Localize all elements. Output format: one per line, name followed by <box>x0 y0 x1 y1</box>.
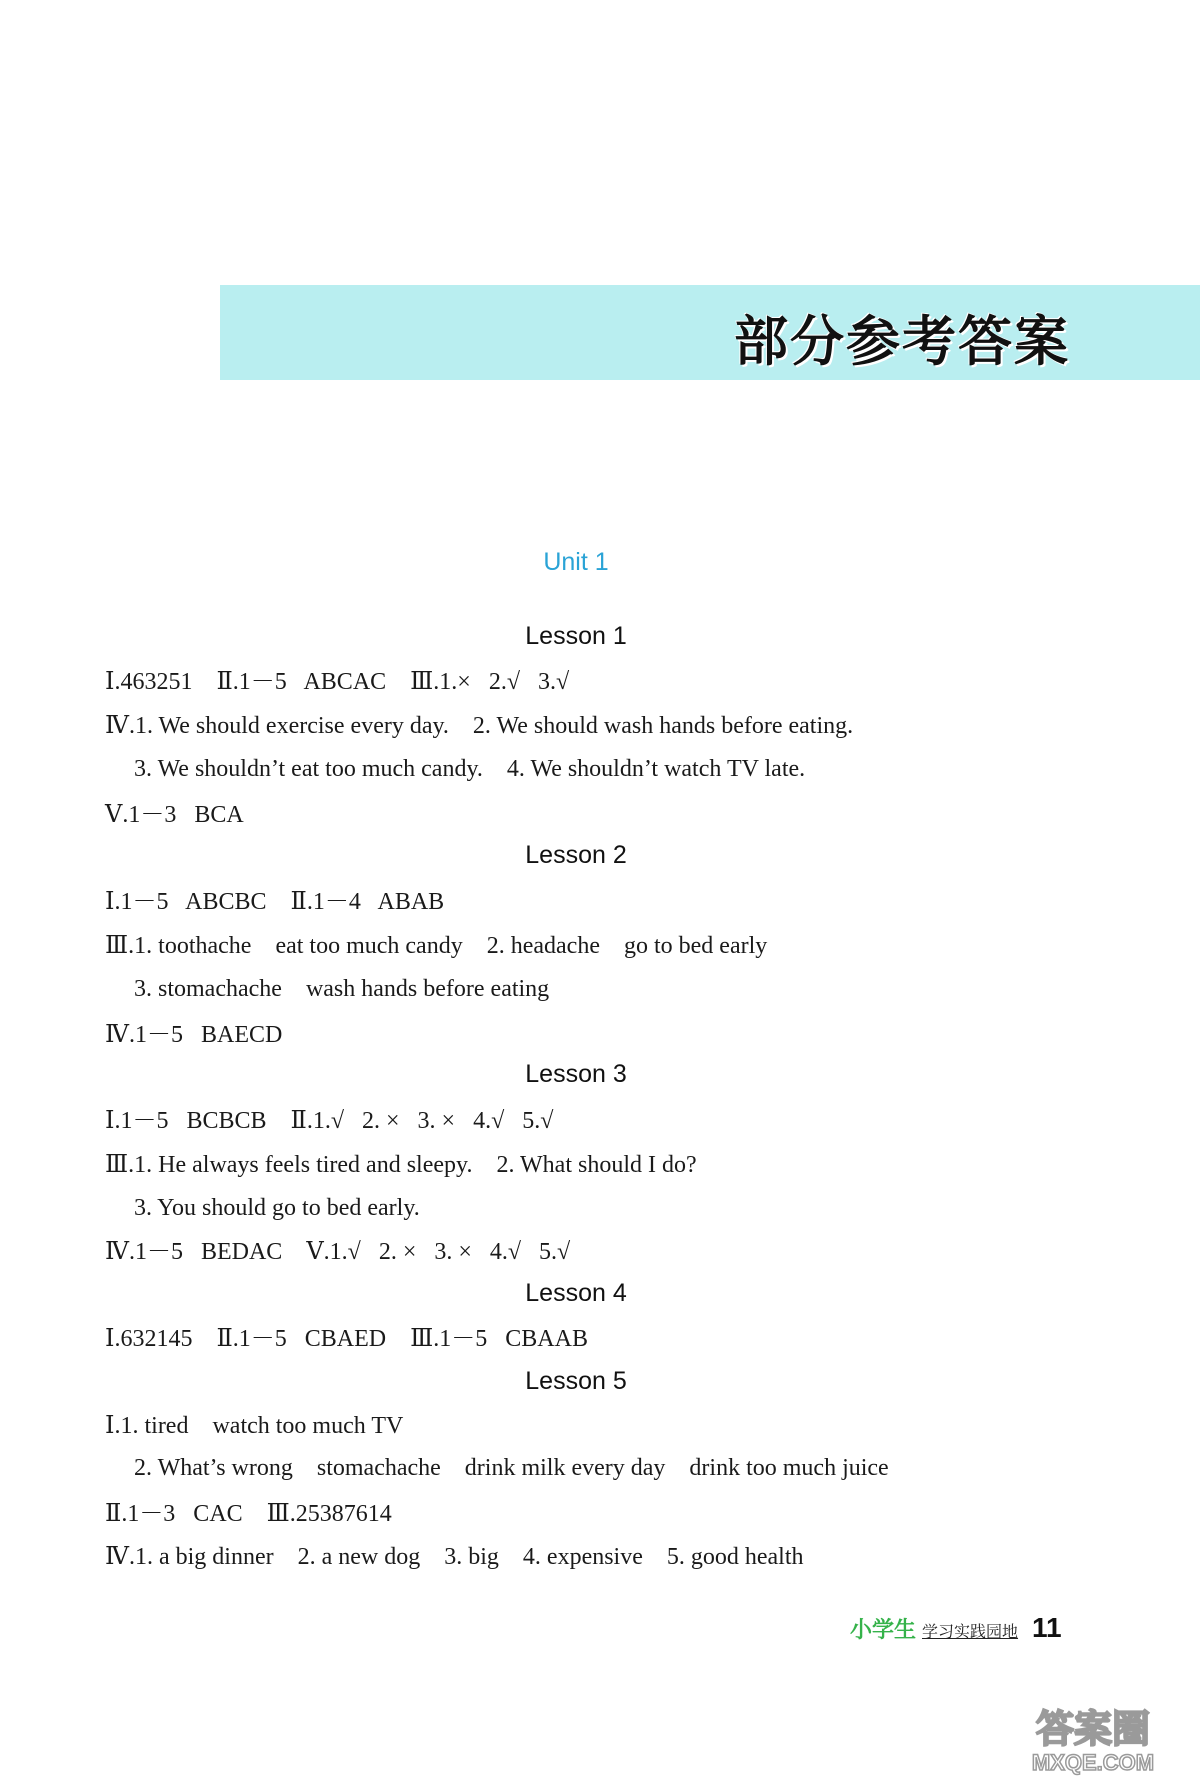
answer-line: Ⅰ.632145 Ⅱ.1－5 CBAED Ⅲ.1－5 CBAAB <box>105 1326 588 1352</box>
page-title: 部分参考答案 <box>734 310 1070 373</box>
answer-line: Ⅳ.1. We should exercise every day. 2. We should wash hands before eating. <box>105 713 854 739</box>
lesson-heading: Lesson 3 <box>525 1060 627 1088</box>
lesson-heading: Lesson 5 <box>525 1367 627 1395</box>
answer-line: Ⅲ.1. He always feels tired and sleepy. 2. What should I do? <box>105 1152 697 1178</box>
title-banner <box>220 285 1200 380</box>
lesson-heading: Lesson 4 <box>525 1279 627 1307</box>
answer-line: Ⅰ.1－5 ABCBC Ⅱ.1－4 ABAB <box>105 889 445 915</box>
answer-line: Ⅴ.1－3 BCA <box>105 802 244 828</box>
answer-line: 3. We shouldn’t eat too much candy. 4. We shouldn’t watch TV late. <box>134 756 806 782</box>
answer-line: Ⅰ.1. tired watch too much TV <box>105 1413 404 1439</box>
answer-line: Ⅳ.1－5 BAECD <box>105 1022 283 1048</box>
answer-line: Ⅲ.1. toothache eat too much candy 2. headache go to bed early <box>105 933 768 959</box>
page-footer <box>850 1612 1062 1652</box>
lesson-heading: Lesson 2 <box>525 841 627 869</box>
lesson-heading: Lesson 1 <box>525 622 627 650</box>
answer-line: 2. What’s wrong stomachache drink milk every day drink too much juice <box>134 1455 889 1481</box>
answer-line: Ⅰ.1－5 BCBCB Ⅱ.1.√ 2. × 3. × 4.√ 5.√ <box>105 1108 554 1134</box>
page-number: 11 <box>1032 1612 1062 1643</box>
answer-line: 3. You should go to bed early. <box>134 1195 420 1221</box>
watermark-logo <box>1008 1700 1178 1776</box>
watermark-text: 答案圈 <box>1035 1707 1151 1751</box>
answer-line: Ⅳ.1－5 BEDAC Ⅴ.1.√ 2. × 3. × 4.√ 5.√ <box>105 1239 571 1265</box>
answer-line: Ⅰ.463251 Ⅱ.1－5 ABCAC Ⅲ.1.× 2.√ 3.√ <box>105 669 570 695</box>
footer-subtitle: 学习实践园地 <box>922 1622 1019 1641</box>
unit-heading: Unit 1 <box>543 548 609 576</box>
footer-brand: 小学生 <box>850 1618 917 1643</box>
answer-line: 3. stomachache wash hands before eating <box>134 976 550 1002</box>
watermark-url: MXQE.COM <box>1031 1750 1155 1775</box>
answer-line: Ⅱ.1－3 CAC Ⅲ.25387614 <box>105 1501 392 1527</box>
answer-line: Ⅳ.1. a big dinner 2. a new dog 3. big 4. expensive 5. good health <box>105 1544 804 1570</box>
